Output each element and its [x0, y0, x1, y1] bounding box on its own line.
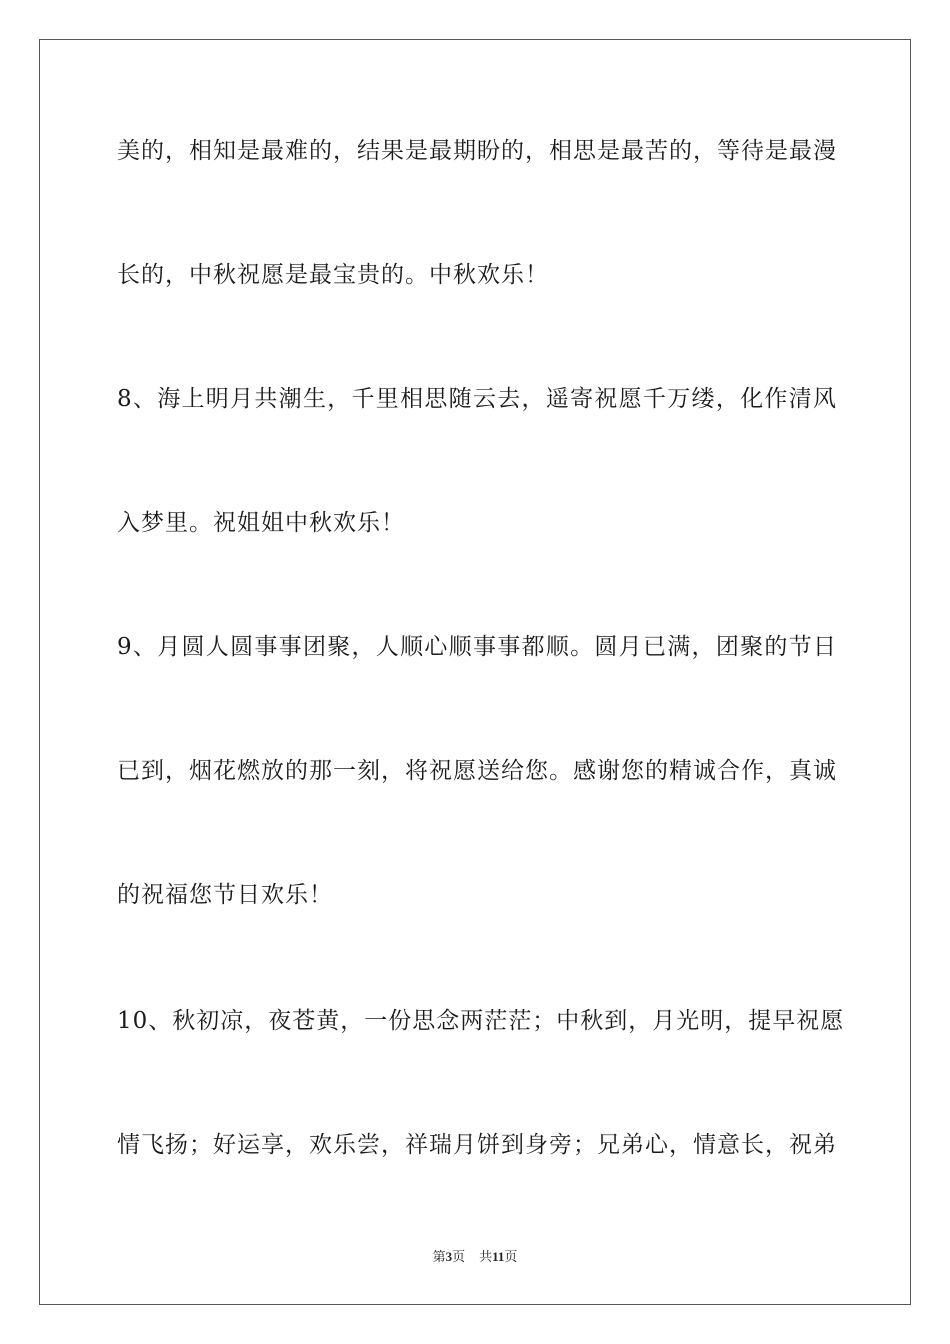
page-footer — [0, 1248, 950, 1267]
footer-total-prefix: 共 — [479, 1250, 493, 1265]
page-border — [39, 39, 911, 1305]
footer-total-pages: 11 — [492, 1249, 505, 1264]
body-text-line: 的祝福您节日欢乐！ — [117, 882, 333, 908]
footer-page-number: 3 — [445, 1249, 453, 1264]
footer-page-suffix: 页 — [452, 1250, 466, 1265]
body-text-line: 已到，烟花燃放的那一刻，将祝愿送给您。感谢您的精诚合作，真诚 — [117, 758, 837, 784]
body-text-line: 美的，相知是最难的，结果是最期盼的，相思是最苦的，等待是最漫 — [117, 138, 837, 164]
body-text-line: 入梦里。祝姐姐中秋欢乐！ — [117, 510, 405, 536]
body-text-line: 10、秋初凉，夜苍黄，一份思念两茫茫；中秋到，月光明，提早祝愿 — [117, 1008, 845, 1034]
body-text-line: 9、月圆人圆事事团聚，人顺心顺事事都顺。圆月已满，团聚的节日 — [117, 634, 837, 660]
footer-total-suffix: 页 — [504, 1250, 518, 1265]
body-text-line: 8、海上明月共潮生，千里相思随云去，遥寄祝愿千万缕，化作清风 — [117, 386, 837, 412]
body-text-line: 情飞扬；好运享，欢乐尝，祥瑞月饼到身旁；兄弟心，情意长，祝弟 — [117, 1132, 837, 1158]
footer-page-prefix: 第 — [432, 1250, 446, 1265]
body-text-line: 长的，中秋祝愿是最宝贵的。中秋欢乐！ — [117, 262, 549, 288]
